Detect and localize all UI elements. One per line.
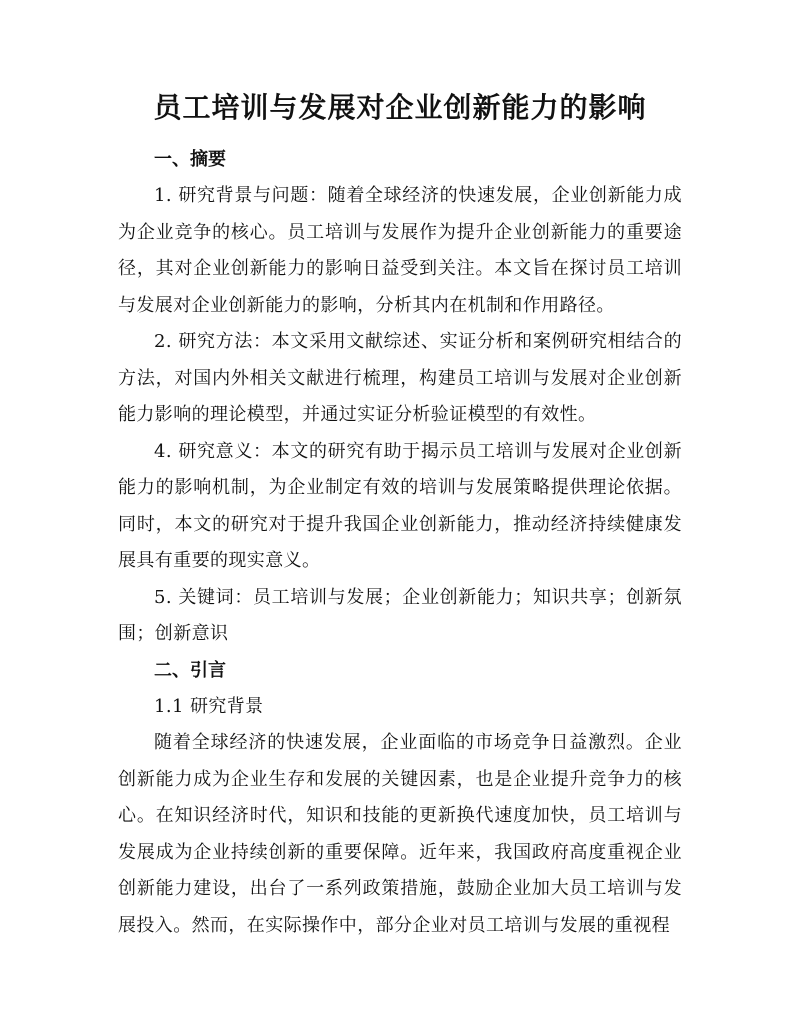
abstract-item-methods: 2. 研究方法：本文采用文献综述、实证分析和案例研究相结合的方法，对国内外相关文献进行梳理，构建员工培训与发展对企业创新能力影响的理论模型，并通过实证分析验证模型的有效性。 — [118, 331, 682, 425]
abstract-item-keywords: 5. 关键词：员工培训与发展；企业创新能力；知识共享；创新氛围；创新意识 — [118, 586, 682, 644]
abstract-item-background: 1. 研究背景与问题：随着全球经济的快速发展，企业创新能力成为企业竞争的核心。员工培训与发展作为提升企业创新能力的重要途径，其对企业创新能力的影响日益受到关注。本文旨在探讨员工培训与发展对企业创新能力的影响，分析其内在机制和作用路径。 — [118, 185, 682, 316]
abstract-item-significance: 4. 研究意义：本文的研究有助于揭示员工培训与发展对企业创新能力的影响机制，为企业制定有效的培训与发展策略提供理论依据。同时，本文的研究对于提升我国企业创新能力，推动经济持续健康发展具有重要的现实意义。 — [118, 440, 682, 571]
intro-paragraph: 随着全球经济的快速发展，企业面临的市场竞争日益激烈。企业创新能力成为企业生存和发展的关键因素，也是企业提升竞争力的核心。在知识经济时代，知识和技能的更新换代速度加快，员工培训与发展成为企业持续创新的重要保障。近年来，我国政府高度重视企业创新能力建设，出台了一系列政策措施，鼓励企业加大员工培训与发展投入。然而，在实际操作中，部分企业对员工培训与发展的重视程 — [118, 732, 682, 936]
document-title: 员工培训与发展对企业创新能力的影响 — [153, 91, 647, 124]
intro-heading: 二、引言 — [154, 659, 226, 681]
abstract-heading: 一、摘要 — [154, 149, 226, 170]
intro-subheading: 1.1 研究背景 — [154, 695, 264, 717]
